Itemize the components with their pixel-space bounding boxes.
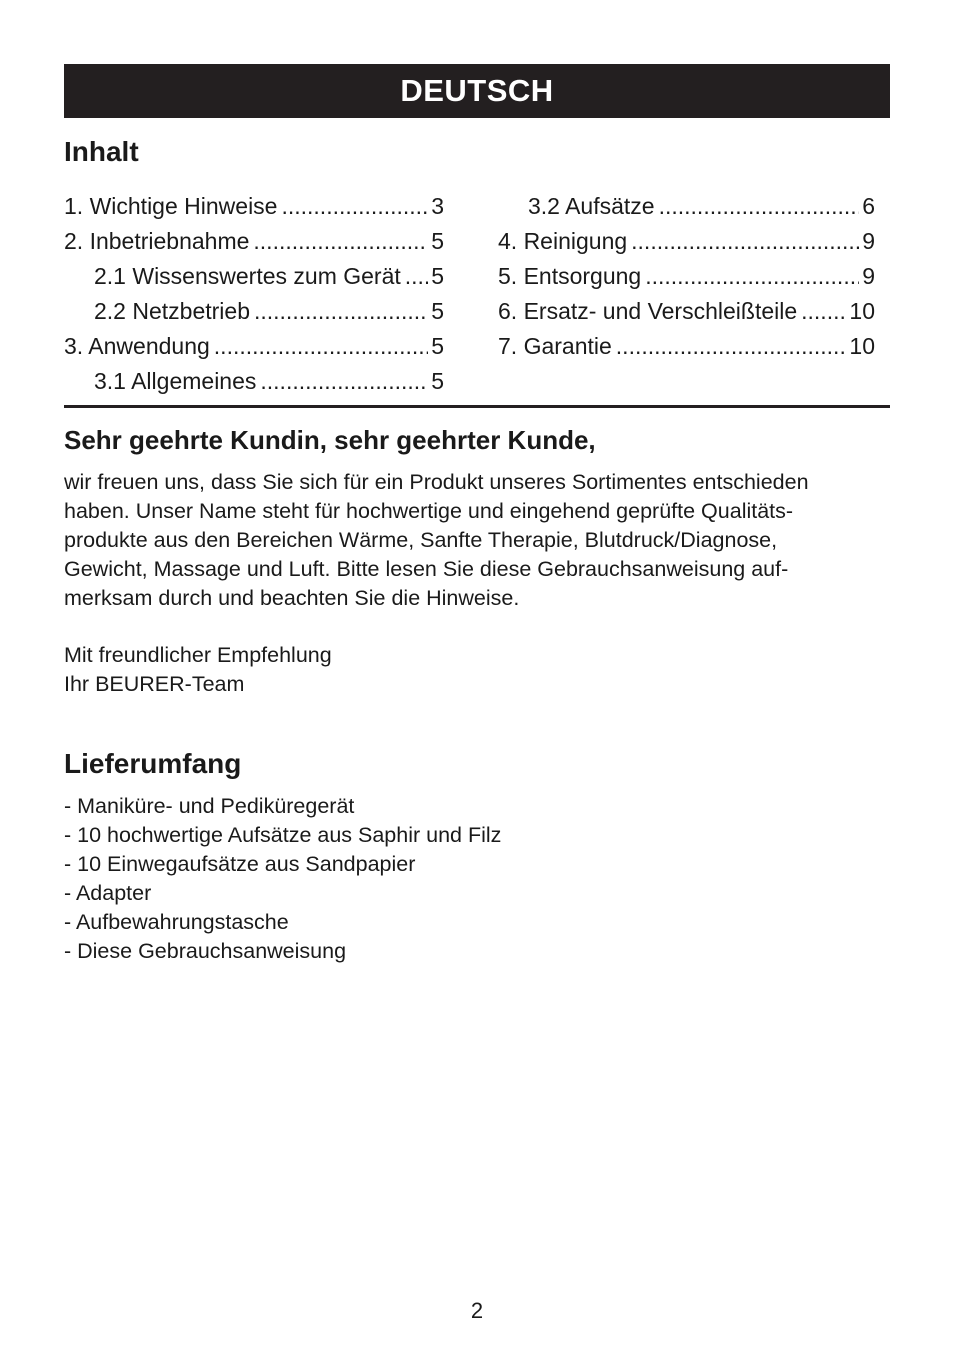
toc-entry-page: 3 [431,193,444,219]
signature-line: Ihr BEURER-Team [64,672,245,696]
toc-entry-label: 3.2 Aufsätze [528,193,655,219]
page-number: 2 [470,1298,484,1323]
toc-entry-page: 5 [431,298,444,324]
toc-leader-dots [254,298,428,325]
paragraph-line: produkte aus den Bereichen Wärme, Sanfte Therapie, Blutdruck/Diagnose, [64,528,778,552]
toc-leader-dots [253,228,428,255]
toc-entry-page: 5 [431,368,444,394]
paragraph-line: merksam durch und beachten Sie die Hinweise. [64,586,520,610]
list-item: - Maniküre- und Pediküregerät [64,794,355,818]
toc-entry[interactable] [64,228,444,263]
list-item: - Adapter [64,881,152,905]
toc-entry[interactable] [64,298,444,333]
toc-entry[interactable] [498,193,875,228]
toc-entry[interactable] [64,263,444,298]
section-divider [64,405,890,408]
toc-entry-page: 5 [431,333,444,359]
toc-entry[interactable] [64,368,444,403]
toc-leader-dots [645,263,859,290]
toc-entry-label: 1. Wichtige Hinweise [64,193,278,219]
list-item: - 10 hochwertige Aufsätze aus Saphir und Filz [64,823,502,847]
toc-entry-page: 10 [849,298,875,324]
signoff [64,641,332,699]
paragraph-line: Gewicht, Massage und Luft. Bitte lesen Sie diese Gebrauchsanweisung auf- [64,557,789,581]
delivery-list [64,792,501,966]
greeting-heading: Sehr geehrte Kundin, sehr geehrter Kunde, [64,425,596,455]
toc-column-right [498,193,875,368]
contents-heading: Inhalt [64,136,139,167]
toc-entry-label: 6. Ersatz- und Verschleißteile [498,298,798,324]
toc-leader-dots [260,368,428,395]
toc-leader-dots [281,193,428,220]
toc-leader-dots [659,193,860,220]
toc-leader-dots [631,228,859,255]
toc-leader-dots [405,263,428,290]
language-banner [64,64,890,118]
toc-entry-label: 3.1 Allgemeines [94,368,257,394]
toc-entry-page: 6 [862,193,875,219]
toc-entry-page: 10 [849,333,875,359]
toc-entry-page: 5 [431,263,444,289]
toc-entry[interactable] [498,333,875,368]
delivery-heading: Lieferumfang [64,748,242,779]
toc-entry-label: 2.1 Wissenswertes zum Gerät [94,263,401,289]
toc-entry-page: 9 [862,263,875,289]
toc-leader-dots [801,298,846,325]
toc-entry[interactable] [498,228,875,263]
list-item: - Aufbewahrungstasche [64,910,289,934]
paragraph-line: haben. Unser Name steht für hochwertige und eingehend geprüfte Qualitäts- [64,499,794,523]
toc-entry-label: 2. Inbetriebnahme [64,228,250,254]
toc-column-left [64,193,444,403]
toc-entry[interactable] [64,193,444,228]
toc-entry[interactable] [64,333,444,368]
toc-entry[interactable] [498,263,875,298]
list-item: - 10 Einwegaufsätze aus Sandpapier [64,852,416,876]
toc-entry-label: 4. Reinigung [498,228,628,254]
toc-entry-label: 2.2 Netzbetrieb [94,298,250,324]
toc-leader-dots [616,333,847,360]
language-label: DEUTSCH [400,73,554,108]
greeting-paragraph [64,468,894,613]
list-item: - Diese Gebrauchsanweisung [64,939,347,963]
toc-entry-page: 5 [431,228,444,254]
closing-line: Mit freundlicher Empfehlung [64,643,332,667]
paragraph-line: wir freuen uns, dass Sie sich für ein Produkt unseres Sortimentes entschieden [64,470,809,494]
toc-leader-dots [214,333,428,360]
toc-entry[interactable] [498,298,875,333]
toc-entry-label: 5. Entsorgung [498,263,642,289]
toc-entry-page: 9 [862,228,875,254]
toc-entry-label: 3. Anwendung [64,333,210,359]
toc-entry-label: 7. Garantie [498,333,612,359]
